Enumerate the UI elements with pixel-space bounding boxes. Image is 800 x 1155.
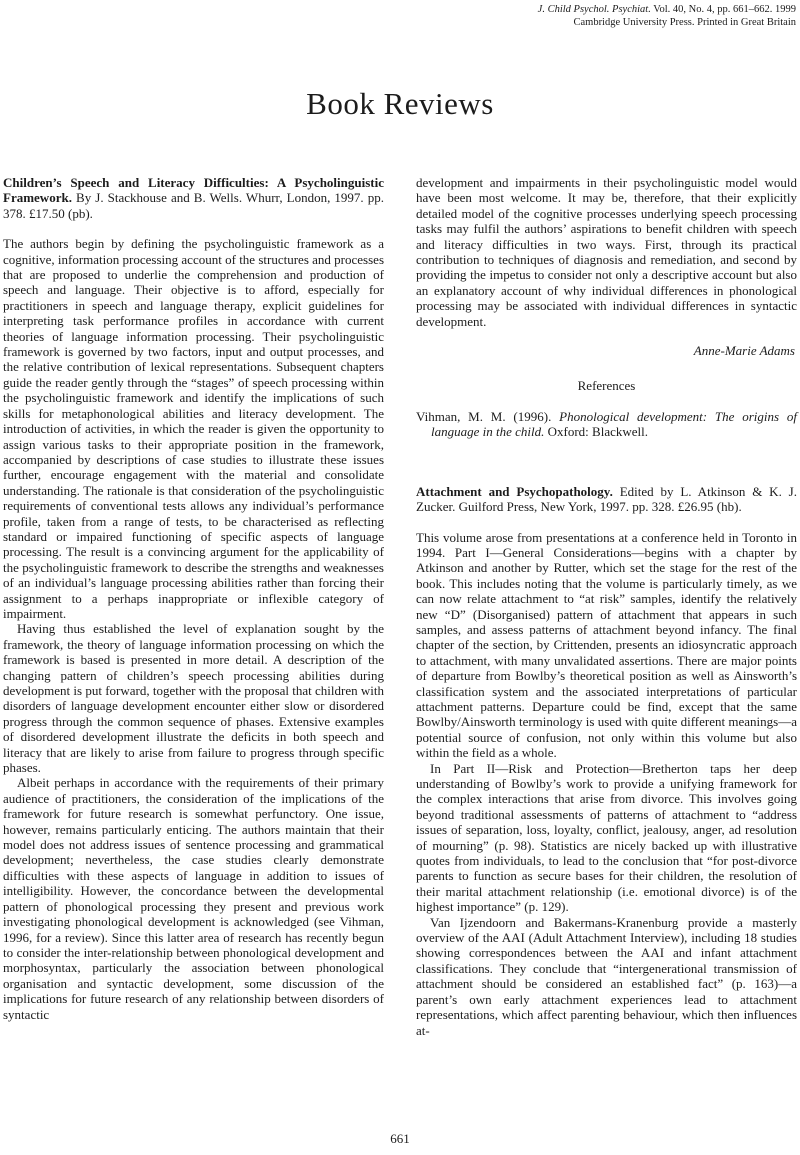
- review1-paragraph-2: Having thus established the level of explanation sought by the framework, the theory of language information processing on which the framework is based is presented in more detail. A description of the changing pattern of children’s speech processing abilities during development is put forward, together with the proposal that children with disorders of language development encounter either slow or disordered progress through the common sequence of phases. Extensive examples of disordered development illustrate the deficits in both speech and literacy that are likely to arise from failure to progress through specific phases.: [3, 621, 384, 776]
- review1-book-title: Children’s Speech and Literacy Difficulties: A Psycholinguistic Framework.: [3, 175, 384, 206]
- journal-volume-info: Vol. 40, No. 4, pp. 661–662. 1999: [650, 4, 796, 15]
- reference-authors: Vihman, M. M. (1996).: [416, 408, 560, 424]
- page-number: 661: [390, 1131, 410, 1146]
- review2-publication-info: Edited by L. Atkinson & K. J. Zucker. Guilford Press, New York, 1997. pp. 328. £26.95 (hb).: [416, 483, 797, 515]
- right-column: [416, 175, 797, 1038]
- review2-paragraph-2: In Part II—Risk and Protection—Bretherton taps her deep understanding of Bowlby’s work to provide a unifying framework for the complex interactions that arise from divorce. This involves going beyond traditional assessments of patterns of attachment to “address issues of separation, loss, loyalty, conflict, jealousy, anger, ad resolution of mourning” (p. 98). Statistics are nicely backed up with illustrative quotes from individuals, to lead to the conclusion that “for post-divorce parents to function as secure bases for their children, the resolution of their marital attachment relationship (i.e. emotional divorce) is of the highest importance” (p. 129).: [416, 760, 797, 915]
- page-title: Book Reviews: [306, 86, 494, 121]
- reviewer-signature: Anne-Marie Adams: [693, 343, 795, 359]
- review2-book-title: Attachment and Psychopathology.: [416, 483, 613, 499]
- review1-paragraph-1: The authors begin by defining the psycholinguistic framework as a cognitive, information processing account of the structures and processes that are proposed to underlie the comprehension and production of speech and language. Their objective is to afford, especially for practitioners in speech and language therapy, explicit guidelines for interpreting task performance profiles in accordance with current theories of language information processing. Their psycholinguistic framework is governed by two factors, input and output processes, and the relative contribution of lexical representations. Subsequent chapters guide the reader gently through the “stages” of speech processing within the psycholinguistic framework and identify the implications of such skills for metaphonological abilities and literacy development. The introduction of activities, in which the reader is given the opportunity to assign various tasks to their appropriate position in the framework, accompanied by descriptions of case studies to illustrate these issues further, encourage engagement with the material and consolidate understanding. The rationale is that consideration of the psycholinguistic requirements of conventional tests allows any individual’s performance profile, taken from a range of tests, to be characterised as reflecting standard or impaired functioning of specific aspects of language processing. The result is a convincing argument for the applicability of the psycholinguistic framework to describe the strengths and weaknesses of an individual’s language processing abilities rather than forcing their assignment to a perhaps inappropriate or inflexible category of impairment.: [3, 236, 384, 621]
- review1-paragraph-3-continued: development and impairments in their psycholinguistic model would have been most welcome. It may be, therefore, that their explicitly detailed model of the cognitive processes underlying speech processing tasks may fulfil the authors’ aspirations to benefit children with speech and literacy difficulties in two ways. First, through its practical contribution to techniques of diagnosis and remediation, and second by providing the impetus to consider not only a descriptive account but also an explanatory account of why individual differences in phonological processing may be associated with individual differences in syntactic development.: [416, 175, 797, 329]
- review2-paragraph-1: This volume arose from presentations at a conference held in Toronto in 1994. Part I—General Considerations—begins with a chapter by Atkinson and another by Rutter, which set the stage for the rest of the book. This includes noting that the volume is particularly timely, as we can now relate attachment to “at risk” samples, identify the relatively new “D” (Disorganised) pattern of attachment that appears in such samples, and assess patterns of attachment beyond infancy. The final chapter of the section, by Crittenden, presents an idiosyncratic approach to attachment, with many unvalidated assertions. There are major points of departure from Bowlby’s theoretical position as well as Ainsworth’s classification system and the associated interpretations of particular attachment patterns. Departure could be find, except that the same Bowlby/Ainsworth terminology is used with quite different meanings—a potential source of confusion, not only within this volume but also within the field as a whole.: [416, 529, 797, 761]
- two-column-body: [3, 175, 797, 1038]
- journal-name: J. Child Psychol. Psychiat.: [537, 4, 651, 15]
- review1-paragraph-3-left: Albeit perhaps in accordance with the requirements of their primary audience of practitioners, the consideration of the implications of the framework for future research is somewhat perfunctory. One issue, however, remains particularly enticing. The authors maintain that their model does not address issues of sentence processing and grammatical development; nevertheless, the case studies clearly demonstrate difficulties with these aspects of language in addition to issues of intelligibility. However, the concordance between the developmental pattern of phonological processing they present and previous work investigating phonological development is acknowledged (see Vihman, 1996, for a review). Since this latter area of research has recently begun to consider the inter-relationship between phonological development and morphosyntax, particularly the association between phonological organisation and syntactic development, some discussion of the implications for future research of any relationship between disorders of syntactic: [3, 775, 384, 1022]
- reference-entry: [416, 409, 797, 440]
- reference-publisher: Oxford: Blackwell.: [544, 424, 648, 440]
- review1-publication-info: By J. Stackhouse and B. Wells. Whurr, London, 1997. pp. 378. £17.50 (pb).: [3, 190, 384, 221]
- journal-citation-line: [538, 3, 796, 16]
- left-column: [3, 175, 384, 1038]
- references-heading: References: [577, 378, 636, 394]
- publisher-note: Cambridge University Press. Printed in Great Britain: [573, 17, 796, 28]
- review2-paragraph-3: Van Ijzendoorn and Bakermans-Kranenburg provide a masterly overview of the AAI (Adult Attachment Interview), including 18 studies showing correspondences between the AAI and infant attachment classifications. They conclude that “intergenerational transmission of attachment should be considered an established fact” (p. 163)—a parent’s own early attachment experiences lead to attachment representations, which affect parenting behaviour, which then influences at-: [416, 914, 797, 1038]
- review2-heading: [416, 484, 797, 515]
- reference-book-title: Phonological development: The origins of language in the child.: [431, 408, 797, 440]
- review1-heading: [3, 175, 384, 221]
- journal-header: [538, 3, 796, 29]
